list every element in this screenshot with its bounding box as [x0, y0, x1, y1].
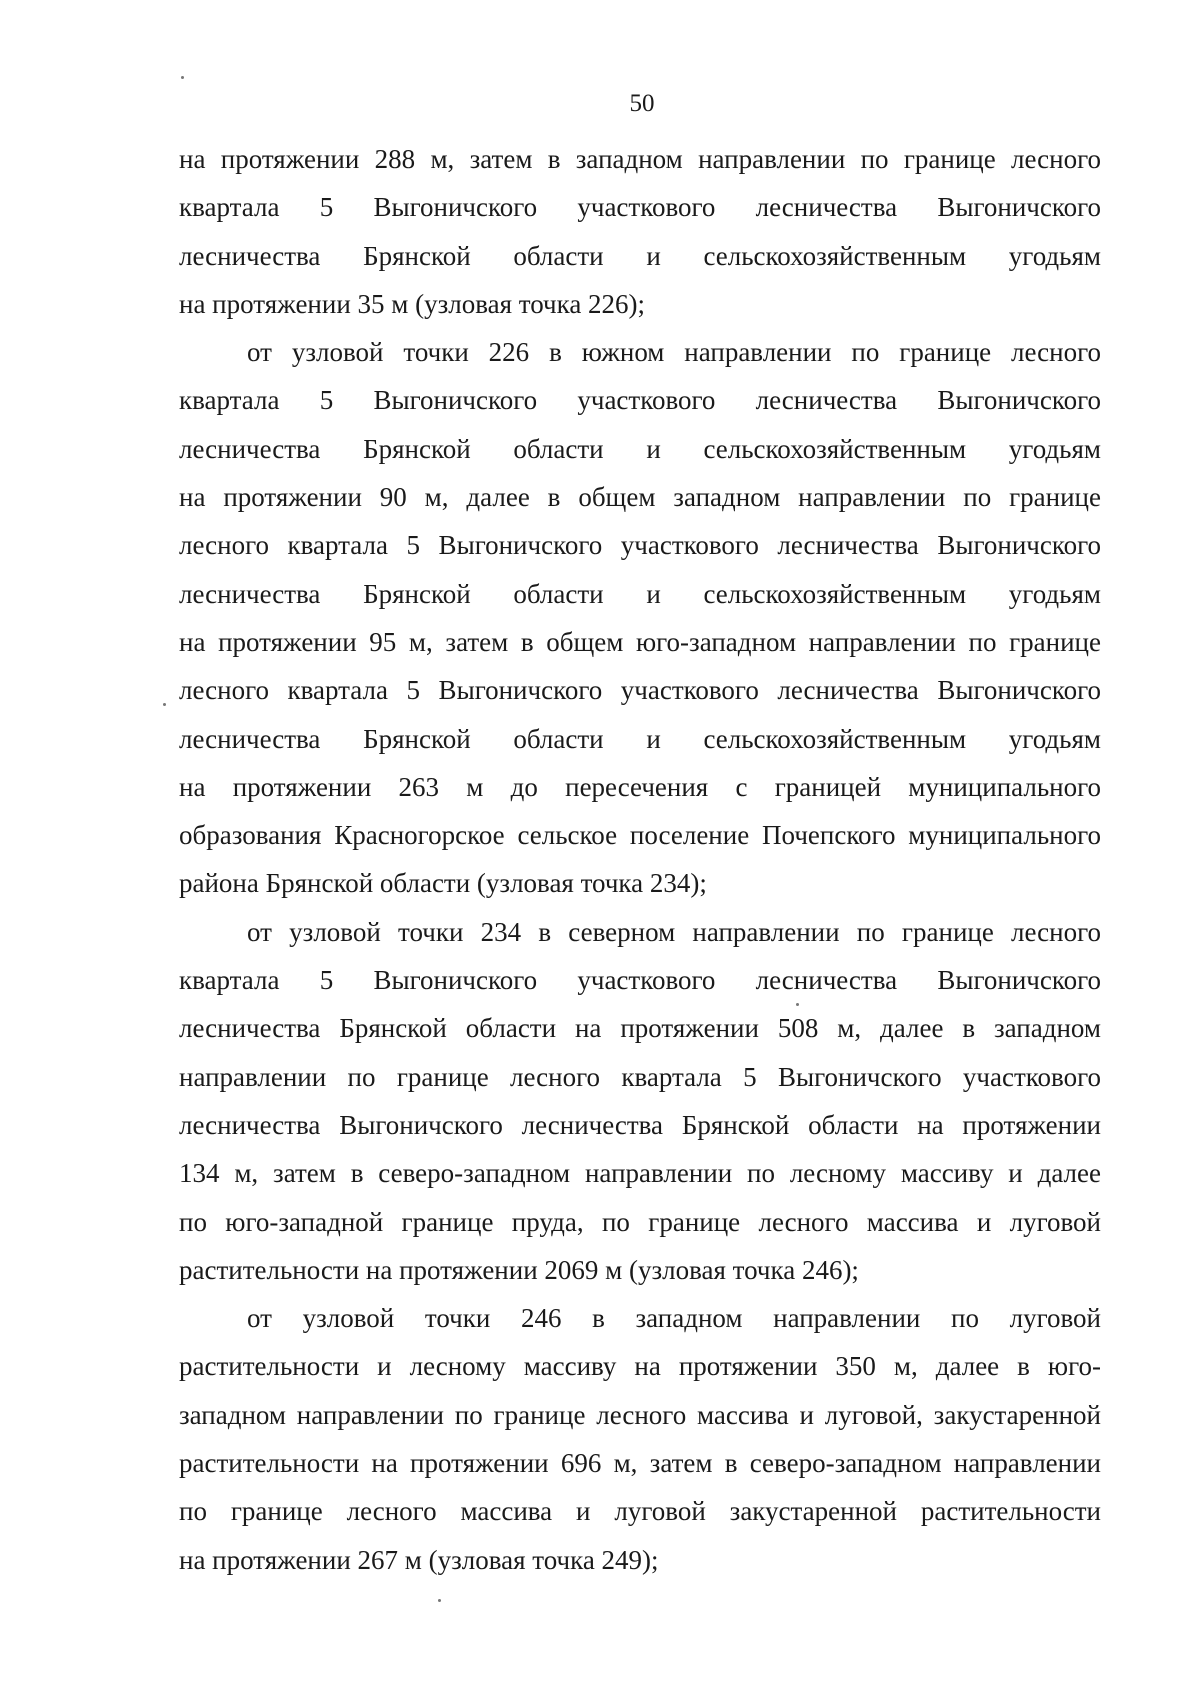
scan-speck: [438, 1599, 441, 1602]
text-line: по юго-западной границе пруда, по границе лесного массива и луговой: [179, 1206, 1101, 1237]
text-line: лесничества Брянской области и сельскохозяйственным угодьям: [179, 240, 1101, 271]
scan-speck: [181, 76, 184, 79]
text-line: квартала 5 Выгоничского участкового лесничества Выгоничского: [179, 385, 1101, 416]
text-line: растительности на протяжении 2069 м (узловая точка 246);: [179, 1254, 859, 1285]
text-line: от узловой точки 234 в северном направлении по границе лесного: [247, 916, 1101, 947]
text-line: квартала 5 Выгоничского участкового лесничества Выгоничского: [179, 192, 1101, 223]
text-line: лесничества Выгоничского лесничества Брянской области на протяжении: [179, 1109, 1101, 1140]
text-line: лесного квартала 5 Выгоничского участкового лесничества Выгоничского: [179, 675, 1101, 706]
text-line: лесничества Брянской области и сельскохозяйственным угодьям: [179, 433, 1101, 464]
text-line: на протяжении 95 м, затем в общем юго-западном направлении по границе: [179, 626, 1101, 657]
text-line: западном направлении по границе лесного массива и луговой, закустаренной: [179, 1399, 1101, 1430]
text-line: растительности на протяжении 696 м, затем в северо-западном направлении: [179, 1448, 1101, 1479]
text-line: образования Красногорское сельское поселение Почепского муниципального: [179, 820, 1101, 851]
scan-speck: [796, 1003, 799, 1006]
text-line: района Брянской области (узловая точка 234);: [179, 868, 707, 899]
text-line: на протяжении 263 м до пересечения с границей муниципального: [179, 771, 1101, 802]
text-line: на протяжении 90 м, далее в общем западном направлении по границе: [179, 482, 1101, 513]
paragraph-4: [179, 1294, 1101, 1584]
text-line: на протяжении 288 м, затем в западном направлении по границе лесного: [179, 144, 1101, 174]
paragraph-3: [179, 908, 1101, 1294]
text-line: направлении по границе лесного квартала 5 Выгоничского участкового: [179, 1061, 1101, 1092]
text-line: на протяжении 35 м (узловая точка 226);: [179, 288, 646, 319]
paragraph-1: [179, 135, 1101, 328]
text-line: на протяжении 267 м (узловая точка 249);: [179, 1544, 659, 1575]
text-line: по границе лесного массива и луговой закустаренной растительности: [179, 1496, 1101, 1527]
text-line: квартала 5 Выгоничского участкового лесничества Выгоничского: [179, 965, 1101, 996]
text-line: от узловой точки 246 в западном направлении по луговой: [247, 1303, 1101, 1334]
text-line: лесничества Брянской области и сельскохозяйственным угодьям: [179, 578, 1101, 609]
text-line: 134 м, затем в северо-западном направлении по лесному массиву и далее: [179, 1158, 1101, 1189]
text-line: лесничества Брянской области и сельскохозяйственным угодьям: [179, 723, 1101, 754]
page-number: 50: [629, 90, 655, 117]
scan-speck: [163, 703, 166, 706]
text-line: лесничества Брянской области на протяжении 508 м, далее в западном: [179, 1013, 1101, 1044]
text-line: растительности и лесному массиву на протяжении 350 м, далее в юго-: [179, 1351, 1101, 1382]
paragraph-2: [179, 328, 1101, 908]
text-line: лесного квартала 5 Выгоничского участкового лесничества Выгоничского: [179, 530, 1101, 561]
document-body: [179, 135, 1101, 1584]
text-line: от узловой точки 226 в южном направлении по границе лесного: [247, 337, 1101, 368]
